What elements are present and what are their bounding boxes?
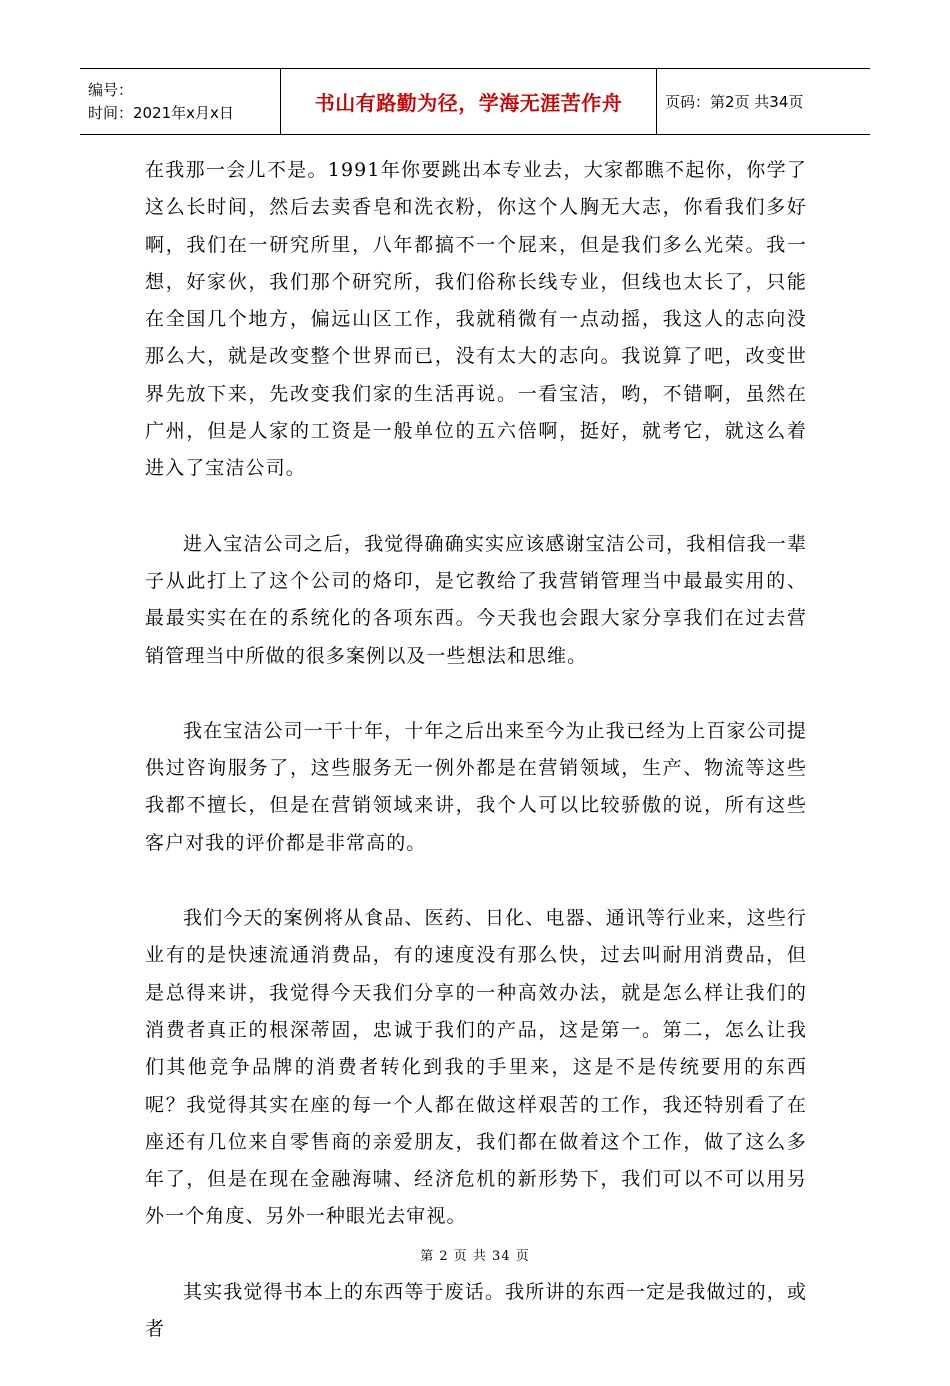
document-body [145,152,807,1386]
page-label: 页码：第2页 共34页 [665,93,804,111]
paragraph: 我在宝洁公司一干十年，十年之后出来至今为止我已经为上百家公司提供过咨询服务了，这些服务无一例外都是在营销领域，生产、物流等这些我都不擅长，但是在营销领域来讲，我个人可以比较骄傲的说，所有这些客户对我的评价都是非常高的。 [145,719,807,854]
header-meta [80,69,280,134]
motto-text: 书山有路勤为径，学海无涯苦作舟 [314,91,623,115]
page-footer: 第 2 页 共 34 页 [420,1249,530,1264]
paragraph: 我们今天的案例将从食品、医药、日化、电器、通讯等行业来，这些行业有的是快速流通消费品，有的速度没有那么快，过去叫耐用消费品，但是总得来讲，我觉得今天我们分享的一种高效办法，就是怎么样让我们的消费者真正的根深蒂固，忠诚于我们的产品，这是第一。第二，怎么让我们其他竞争品牌的消费者转化到我的手里来，这是不是传统要用的东西呢？我觉得其实在座的每一个人都在做这样艰苦的工作，我还特别看了在座还有几位来自零售商的亲爱朋友，我们都在做着这个工作，做了这么多年了，但是在现在金融海啸、经济危机的新形势下，我们可以不可以用另外一个角度、另外一种眼光去审视。 [145,907,807,1228]
paragraph: 进入宝洁公司之后，我觉得确确实实应该感谢宝洁公司，我相信我一辈子从此打上了这个公司的烙印，是它教给了我营销管理当中最最实用的、最最实实在在的系统化的各项东西。今天我也会跟大家分享我们在过去营销管理当中所做的很多案例以及一些想法和思维。 [145,532,807,667]
paragraph: 在我那一会儿不是。1991年你要跳出本专业去，大家都瞧不起你，你学了这么长时间，然后去卖香皂和洗衣粉，你这个人胸无大志，你看我们多好啊，我们在一研究所里，八年都搞不一个屁来，但是我们多么光荣。我一想，好家伙，我们那个研究所，我们俗称长线专业，但线也太长了，只能在全国几个地方，偏远山区工作，我就稍微有一点动摇，我这人的志向没那么大，就是改变整个世界而已，没有太大的志向。我说算了吧，改变世界先放下来，先改变我们家的生活再说。一看宝洁，哟，不错啊，虽然在广州，但是人家的工资是一般单位的五六倍啊，挺好，就考它，就这么着进入了宝洁公司。 [145,159,807,480]
paragraph: 其实我觉得书本上的东西等于废话。我所讲的东西一定是我做过的，或者 [145,1280,807,1341]
time-label: 时间：2021年x月x日 [88,103,234,122]
document-header [80,68,870,135]
header-page-info [657,69,870,134]
header-motto [280,69,657,134]
number-label: 编号： [88,80,134,99]
